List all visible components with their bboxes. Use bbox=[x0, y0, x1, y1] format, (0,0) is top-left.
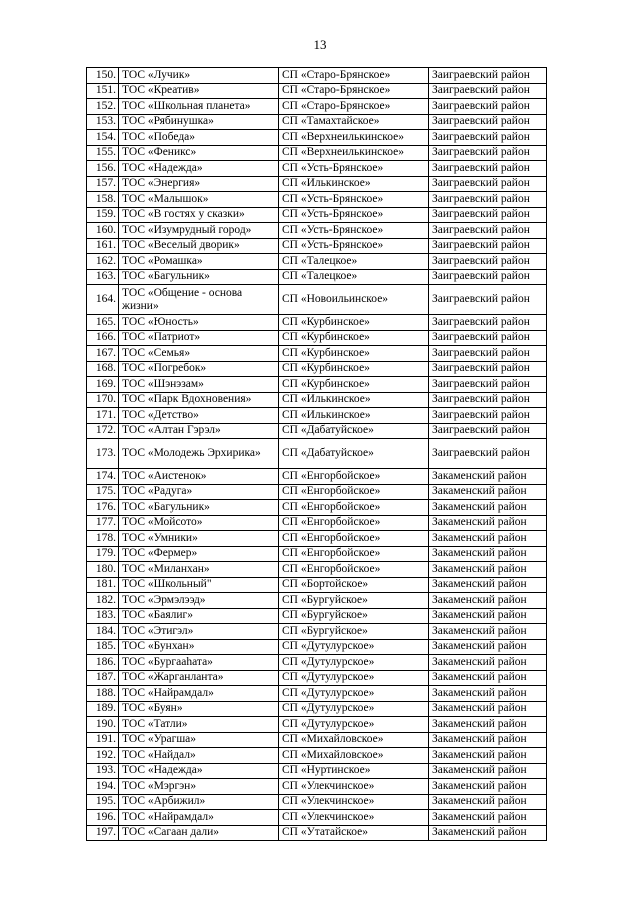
table-row bbox=[87, 223, 547, 239]
district-name: Заиграевский район bbox=[429, 83, 547, 99]
table-row bbox=[87, 794, 547, 810]
settlement-name: СП «Енгорбойское» bbox=[279, 500, 429, 516]
row-number: 162. bbox=[87, 254, 119, 270]
table-row bbox=[87, 346, 547, 362]
settlement-name: СП «Бургуйское» bbox=[279, 593, 429, 609]
district-name: Закаменский район bbox=[429, 732, 547, 748]
settlement-name: СП «Верхнеилькинское» bbox=[279, 130, 429, 146]
settlement-name: СП «Курбинское» bbox=[279, 361, 429, 377]
row-number: 175. bbox=[87, 484, 119, 500]
table-row bbox=[87, 639, 547, 655]
settlement-name: СП «Улекчинское» bbox=[279, 779, 429, 795]
row-number: 184. bbox=[87, 624, 119, 640]
table-row bbox=[87, 732, 547, 748]
settlement-name: СП «Улекчинское» bbox=[279, 810, 429, 826]
table-row bbox=[87, 176, 547, 192]
settlement-name: СП «Дутулурское» bbox=[279, 717, 429, 733]
settlement-name: СП «Илькинское» bbox=[279, 408, 429, 424]
tos-name: ТОС «Бунхан» bbox=[119, 639, 279, 655]
settlement-name: СП «Усть-Брянское» bbox=[279, 207, 429, 223]
row-number: 188. bbox=[87, 686, 119, 702]
row-number: 185. bbox=[87, 639, 119, 655]
table-row bbox=[87, 254, 547, 270]
row-number: 164. bbox=[87, 285, 119, 315]
table-row bbox=[87, 315, 547, 331]
tos-name: ТОС «Багульник» bbox=[119, 500, 279, 516]
settlement-name: СП «Усть-Брянское» bbox=[279, 223, 429, 239]
tos-name: ТОС «Шэнэзам» bbox=[119, 377, 279, 393]
tos-name: ТОС «Мэргэн» bbox=[119, 779, 279, 795]
settlement-name: СП «Дабатуйское» bbox=[279, 439, 429, 469]
district-name: Закаменский район bbox=[429, 763, 547, 779]
table-row bbox=[87, 207, 547, 223]
tos-name: ТОС «Умники» bbox=[119, 531, 279, 547]
table-row bbox=[87, 469, 547, 485]
row-number: 181. bbox=[87, 577, 119, 593]
row-number: 187. bbox=[87, 670, 119, 686]
table-row bbox=[87, 577, 547, 593]
settlement-name: СП «Дутулурское» bbox=[279, 639, 429, 655]
settlement-name: СП «Дутулурское» bbox=[279, 701, 429, 717]
table-row bbox=[87, 717, 547, 733]
district-name: Закаменский район bbox=[429, 810, 547, 826]
district-name: Закаменский район bbox=[429, 531, 547, 547]
district-name: Закаменский район bbox=[429, 779, 547, 795]
settlement-name: СП «Курбинское» bbox=[279, 377, 429, 393]
table-row bbox=[87, 593, 547, 609]
row-number: 168. bbox=[87, 361, 119, 377]
district-name: Заиграевский район bbox=[429, 238, 547, 254]
settlement-name: СП «Михайловское» bbox=[279, 732, 429, 748]
tos-name: ТОС «Мойсото» bbox=[119, 515, 279, 531]
district-name: Закаменский район bbox=[429, 593, 547, 609]
district-name: Закаменский район bbox=[429, 639, 547, 655]
table-row bbox=[87, 361, 547, 377]
settlement-name: СП «Старо-Брянское» bbox=[279, 99, 429, 115]
district-name: Закаменский район bbox=[429, 546, 547, 562]
settlement-name: СП «Утатайское» bbox=[279, 825, 429, 841]
row-number: 196. bbox=[87, 810, 119, 826]
table-row bbox=[87, 145, 547, 161]
tos-name: ТОС «Татли» bbox=[119, 717, 279, 733]
settlement-name: СП «Илькинское» bbox=[279, 392, 429, 408]
row-number: 176. bbox=[87, 500, 119, 516]
row-number: 153. bbox=[87, 114, 119, 130]
row-number: 174. bbox=[87, 469, 119, 485]
tos-name: ТОС «Алтан Гэрэл» bbox=[119, 423, 279, 439]
district-name: Закаменский район bbox=[429, 748, 547, 764]
table-row bbox=[87, 392, 547, 408]
tos-name: ТОС «Найдал» bbox=[119, 748, 279, 764]
tos-name: ТОС «Ромашка» bbox=[119, 254, 279, 270]
settlement-name: СП «Дутулурское» bbox=[279, 686, 429, 702]
table-row bbox=[87, 99, 547, 115]
tos-name: ТОС «Изумрудный город» bbox=[119, 223, 279, 239]
row-number: 183. bbox=[87, 608, 119, 624]
district-name: Заиграевский район bbox=[429, 176, 547, 192]
tos-name: ТОС «Погребок» bbox=[119, 361, 279, 377]
district-name: Закаменский район bbox=[429, 515, 547, 531]
tos-name: ТОС «Лучик» bbox=[119, 68, 279, 84]
tos-name: ТОС «Этигэл» bbox=[119, 624, 279, 640]
row-number: 189. bbox=[87, 701, 119, 717]
row-number: 150. bbox=[87, 68, 119, 84]
table-row bbox=[87, 810, 547, 826]
settlement-name: СП «Нуртинское» bbox=[279, 763, 429, 779]
table-row bbox=[87, 748, 547, 764]
district-name: Закаменский район bbox=[429, 577, 547, 593]
table-row bbox=[87, 624, 547, 640]
table-row bbox=[87, 484, 547, 500]
district-name: Заиграевский район bbox=[429, 68, 547, 84]
table-row bbox=[87, 68, 547, 84]
district-name: Закаменский район bbox=[429, 500, 547, 516]
settlement-name: СП «Усть-Брянское» bbox=[279, 192, 429, 208]
settlement-name: СП «Дутулурское» bbox=[279, 655, 429, 671]
district-name: Закаменский район bbox=[429, 655, 547, 671]
tos-name: ТОС «Найрамдал» bbox=[119, 686, 279, 702]
settlement-name: СП «Тамахтайское» bbox=[279, 114, 429, 130]
row-number: 165. bbox=[87, 315, 119, 331]
district-name: Закаменский район bbox=[429, 717, 547, 733]
tos-name: ТОС «Общение - основа жизни» bbox=[119, 285, 279, 315]
tos-name: ТОС «Семья» bbox=[119, 346, 279, 362]
settlement-name: СП «Усть-Брянское» bbox=[279, 238, 429, 254]
tos-registry-table bbox=[86, 67, 547, 841]
tos-name: ТОС «Аистенок» bbox=[119, 469, 279, 485]
tos-name: ТОС «Веселый дворик» bbox=[119, 238, 279, 254]
district-name: Закаменский район bbox=[429, 794, 547, 810]
settlement-name: СП «Дабатуйское» bbox=[279, 423, 429, 439]
district-name: Заиграевский район bbox=[429, 330, 547, 346]
tos-name: ТОС «Урагша» bbox=[119, 732, 279, 748]
table-row bbox=[87, 330, 547, 346]
district-name: Заиграевский район bbox=[429, 114, 547, 130]
settlement-name: СП «Енгорбойское» bbox=[279, 515, 429, 531]
row-number: 171. bbox=[87, 408, 119, 424]
row-number: 167. bbox=[87, 346, 119, 362]
tos-name: ТОС «Детство» bbox=[119, 408, 279, 424]
row-number: 169. bbox=[87, 377, 119, 393]
table-row bbox=[87, 779, 547, 795]
tos-name: ТОС «Найрамдал» bbox=[119, 810, 279, 826]
settlement-name: СП «Илькинское» bbox=[279, 176, 429, 192]
table-row bbox=[87, 423, 547, 439]
settlement-name: СП «Старо-Брянское» bbox=[279, 83, 429, 99]
district-name: Закаменский район bbox=[429, 562, 547, 578]
tos-name: ТОС «Багульник» bbox=[119, 269, 279, 285]
row-number: 192. bbox=[87, 748, 119, 764]
district-name: Заиграевский район bbox=[429, 130, 547, 146]
settlement-name: СП «Новоильинское» bbox=[279, 285, 429, 315]
table-row bbox=[87, 500, 547, 516]
table-row bbox=[87, 114, 547, 130]
settlement-name: СП «Талецкое» bbox=[279, 269, 429, 285]
tos-name: ТОС «В гостях у сказки» bbox=[119, 207, 279, 223]
table-row bbox=[87, 83, 547, 99]
row-number: 151. bbox=[87, 83, 119, 99]
table-row bbox=[87, 686, 547, 702]
row-number: 152. bbox=[87, 99, 119, 115]
settlement-name: СП «Енгорбойское» bbox=[279, 546, 429, 562]
tos-name: ТОС «Баялиг» bbox=[119, 608, 279, 624]
settlement-name: СП «Бургуйское» bbox=[279, 608, 429, 624]
tos-name: ТОС «Бургааhата» bbox=[119, 655, 279, 671]
tos-name: ТОС «Патриот» bbox=[119, 330, 279, 346]
settlement-name: СП «Бортойское» bbox=[279, 577, 429, 593]
row-number: 177. bbox=[87, 515, 119, 531]
tos-name: ТОС «Миланхан» bbox=[119, 562, 279, 578]
tos-name: ТОС «Рябинушка» bbox=[119, 114, 279, 130]
settlement-name: СП «Улекчинское» bbox=[279, 794, 429, 810]
district-name: Заиграевский район bbox=[429, 254, 547, 270]
table-row bbox=[87, 825, 547, 841]
tos-name: ТОС «Феникс» bbox=[119, 145, 279, 161]
tos-name: ТОС «Радуга» bbox=[119, 484, 279, 500]
row-number: 180. bbox=[87, 562, 119, 578]
district-name: Заиграевский район bbox=[429, 99, 547, 115]
district-name: Заиграевский район bbox=[429, 361, 547, 377]
settlement-name: СП «Старо-Брянское» bbox=[279, 68, 429, 84]
settlement-name: СП «Михайловское» bbox=[279, 748, 429, 764]
row-number: 170. bbox=[87, 392, 119, 408]
tos-name: ТОС «Сагаан дали» bbox=[119, 825, 279, 841]
row-number: 166. bbox=[87, 330, 119, 346]
district-name: Закаменский район bbox=[429, 484, 547, 500]
tos-name: ТОС «Арбижил» bbox=[119, 794, 279, 810]
row-number: 193. bbox=[87, 763, 119, 779]
table-row bbox=[87, 285, 547, 315]
tos-name: ТОС «Жарганланта» bbox=[119, 670, 279, 686]
table-row bbox=[87, 238, 547, 254]
settlement-name: СП «Енгорбойское» bbox=[279, 531, 429, 547]
district-name: Закаменский район bbox=[429, 825, 547, 841]
district-name: Заиграевский район bbox=[429, 161, 547, 177]
table-body bbox=[87, 68, 547, 841]
settlement-name: СП «Дутулурское» bbox=[279, 670, 429, 686]
row-number: 157. bbox=[87, 176, 119, 192]
settlement-name: СП «Енгорбойское» bbox=[279, 469, 429, 485]
tos-name: ТОС «Эрмэлээд» bbox=[119, 593, 279, 609]
row-number: 161. bbox=[87, 238, 119, 254]
table-row bbox=[87, 377, 547, 393]
district-name: Заиграевский район bbox=[429, 346, 547, 362]
row-number: 163. bbox=[87, 269, 119, 285]
row-number: 197. bbox=[87, 825, 119, 841]
row-number: 190. bbox=[87, 717, 119, 733]
district-name: Заиграевский район bbox=[429, 223, 547, 239]
settlement-name: СП «Талецкое» bbox=[279, 254, 429, 270]
district-name: Закаменский район bbox=[429, 670, 547, 686]
table-row bbox=[87, 608, 547, 624]
settlement-name: СП «Бургуйское» bbox=[279, 624, 429, 640]
row-number: 178. bbox=[87, 531, 119, 547]
district-name: Заиграевский район bbox=[429, 192, 547, 208]
settlement-name: СП «Енгорбойское» bbox=[279, 562, 429, 578]
tos-name: ТОС «Школьный" bbox=[119, 577, 279, 593]
row-number: 191. bbox=[87, 732, 119, 748]
district-name: Закаменский район bbox=[429, 686, 547, 702]
tos-name: ТОС «Энергия» bbox=[119, 176, 279, 192]
tos-name: ТОС «Фермер» bbox=[119, 546, 279, 562]
row-number: 172. bbox=[87, 423, 119, 439]
tos-name: ТОС «Креатив» bbox=[119, 83, 279, 99]
row-number: 195. bbox=[87, 794, 119, 810]
table-row bbox=[87, 546, 547, 562]
row-number: 173. bbox=[87, 439, 119, 469]
district-name: Закаменский район bbox=[429, 624, 547, 640]
row-number: 158. bbox=[87, 192, 119, 208]
table-row bbox=[87, 670, 547, 686]
tos-name: ТОС «Надежда» bbox=[119, 161, 279, 177]
row-number: 154. bbox=[87, 130, 119, 146]
row-number: 182. bbox=[87, 593, 119, 609]
tos-name: ТОС «Школьная планета» bbox=[119, 99, 279, 115]
table-row bbox=[87, 562, 547, 578]
table-row bbox=[87, 161, 547, 177]
district-name: Заиграевский район bbox=[429, 315, 547, 331]
table-row bbox=[87, 269, 547, 285]
row-number: 156. bbox=[87, 161, 119, 177]
table-row bbox=[87, 439, 547, 469]
district-name: Заиграевский район bbox=[429, 269, 547, 285]
settlement-name: СП «Курбинское» bbox=[279, 315, 429, 331]
district-name: Заиграевский район bbox=[429, 408, 547, 424]
table-row bbox=[87, 701, 547, 717]
settlement-name: СП «Енгорбойское» bbox=[279, 484, 429, 500]
district-name: Заиграевский район bbox=[429, 439, 547, 469]
tos-name: ТОС «Молодежь Эрхирика» bbox=[119, 439, 279, 469]
page-number: 13 bbox=[313, 37, 327, 52]
settlement-name: СП «Курбинское» bbox=[279, 346, 429, 362]
district-name: Заиграевский район bbox=[429, 285, 547, 315]
tos-name: ТОС «Победа» bbox=[119, 130, 279, 146]
table-row bbox=[87, 763, 547, 779]
district-name: Заиграевский район bbox=[429, 392, 547, 408]
row-number: 159. bbox=[87, 207, 119, 223]
settlement-name: СП «Усть-Брянское» bbox=[279, 161, 429, 177]
table-row bbox=[87, 655, 547, 671]
table-row bbox=[87, 531, 547, 547]
table-row bbox=[87, 130, 547, 146]
row-number: 186. bbox=[87, 655, 119, 671]
row-number: 160. bbox=[87, 223, 119, 239]
tos-name: ТОС «Юность» bbox=[119, 315, 279, 331]
tos-name: ТОС «Надежда» bbox=[119, 763, 279, 779]
district-name: Заиграевский район bbox=[429, 377, 547, 393]
table-row bbox=[87, 408, 547, 424]
row-number: 179. bbox=[87, 546, 119, 562]
district-name: Закаменский район bbox=[429, 469, 547, 485]
settlement-name: СП «Курбинское» bbox=[279, 330, 429, 346]
table-row bbox=[87, 515, 547, 531]
row-number: 194. bbox=[87, 779, 119, 795]
row-number: 155. bbox=[87, 145, 119, 161]
tos-name: ТОС «Парк Вдохновения» bbox=[119, 392, 279, 408]
district-name: Заиграевский район bbox=[429, 207, 547, 223]
district-name: Закаменский район bbox=[429, 701, 547, 717]
table-row bbox=[87, 192, 547, 208]
tos-name: ТОС «Малышок» bbox=[119, 192, 279, 208]
district-name: Закаменский район bbox=[429, 608, 547, 624]
district-name: Заиграевский район bbox=[429, 145, 547, 161]
district-name: Заиграевский район bbox=[429, 423, 547, 439]
settlement-name: СП «Верхнеилькинское» bbox=[279, 145, 429, 161]
tos-name: ТОС «Буян» bbox=[119, 701, 279, 717]
